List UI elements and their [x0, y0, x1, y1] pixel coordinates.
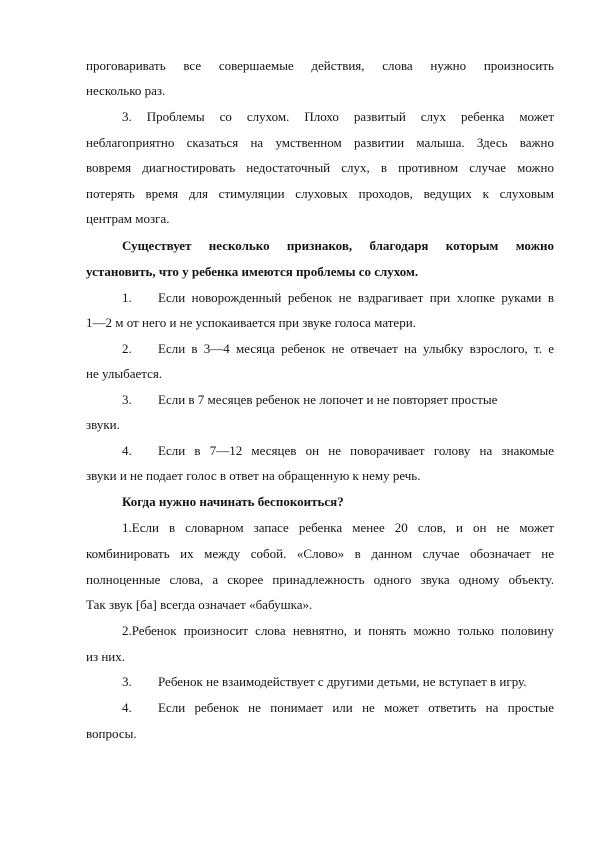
list-item-text: вопросы.	[86, 726, 137, 741]
list-number: 4.	[122, 443, 132, 458]
text-line: несколько раз.	[86, 83, 166, 98]
text-line: полноценные слова, а скорее принадлежность одного звука одному объекту.	[86, 572, 554, 587]
list-item-text: 1—2 м от него и не успокаивается при звуке голоса матери.	[86, 315, 416, 330]
list-item-text: Если в 7—12 месяцев он не поворачивает голову на знакомые	[158, 443, 554, 458]
list-number: 3.	[122, 392, 132, 407]
text-line: комбинировать их между собой. «Слово» в данном случае обозначает не	[86, 546, 554, 561]
text-line: центрам мозга.	[86, 211, 170, 226]
list-item-text: не улыбается.	[86, 366, 163, 381]
text-line: 3. Проблемы со слухом. Плохо развитый слух ребенка может	[122, 109, 554, 124]
list-item-text: Если новорожденный ребенок не вздрагивает при хлопке руками в	[158, 290, 554, 305]
list-number: 1.	[122, 290, 132, 305]
text-line: потерять время для стимуляции слуховых проходов, ведущих к слуховым	[86, 186, 554, 201]
list-item-text: Ребенок не взаимодействует с другими детьми, не вступает в игру.	[158, 674, 527, 689]
list-item-text: Если ребенок не понимает или не может ответить на простые	[158, 700, 554, 715]
text-line: неблагоприятно сказаться на умственном развитии малыша. Здесь важно	[86, 135, 554, 150]
list-number: 2.	[122, 341, 132, 356]
text-line: 2.Ребенок произносит слова невнятно, и понять можно только половину	[122, 623, 554, 638]
text-line: Так звук [ба] всегда означает «бабушка».	[86, 597, 313, 612]
list-item-text: Если в 3—4 месяца ребенок не отвечает на улыбку взрослого, т. е	[158, 341, 554, 356]
section-heading: установить, что у ребенка имеются проблемы со слухом.	[86, 264, 419, 279]
section-heading: Существует несколько признаков, благодаря которым можно	[122, 238, 554, 253]
text-line: из них.	[86, 649, 126, 664]
list-number: 3.	[122, 674, 132, 689]
text-line: вовремя диагностировать недостаточный слух, в противном случае можно	[86, 160, 554, 175]
text-line: 1.Если в словарном запасе ребенка менее 20 слов, и он не может	[122, 520, 554, 535]
text-line: проговаривать все совершаемые действия, слова нужно произносить	[86, 58, 554, 73]
list-item-text: Если в 7 месяцев ребенок не лопочет и не повторяет простые	[158, 392, 498, 407]
section-heading: Когда нужно начинать беспокоиться?	[122, 494, 344, 509]
list-number: 4.	[122, 700, 132, 715]
list-item-text: звуки и не подает голос в ответ на обращенную к нему речь.	[86, 468, 421, 483]
list-item-text: звуки.	[86, 417, 120, 432]
